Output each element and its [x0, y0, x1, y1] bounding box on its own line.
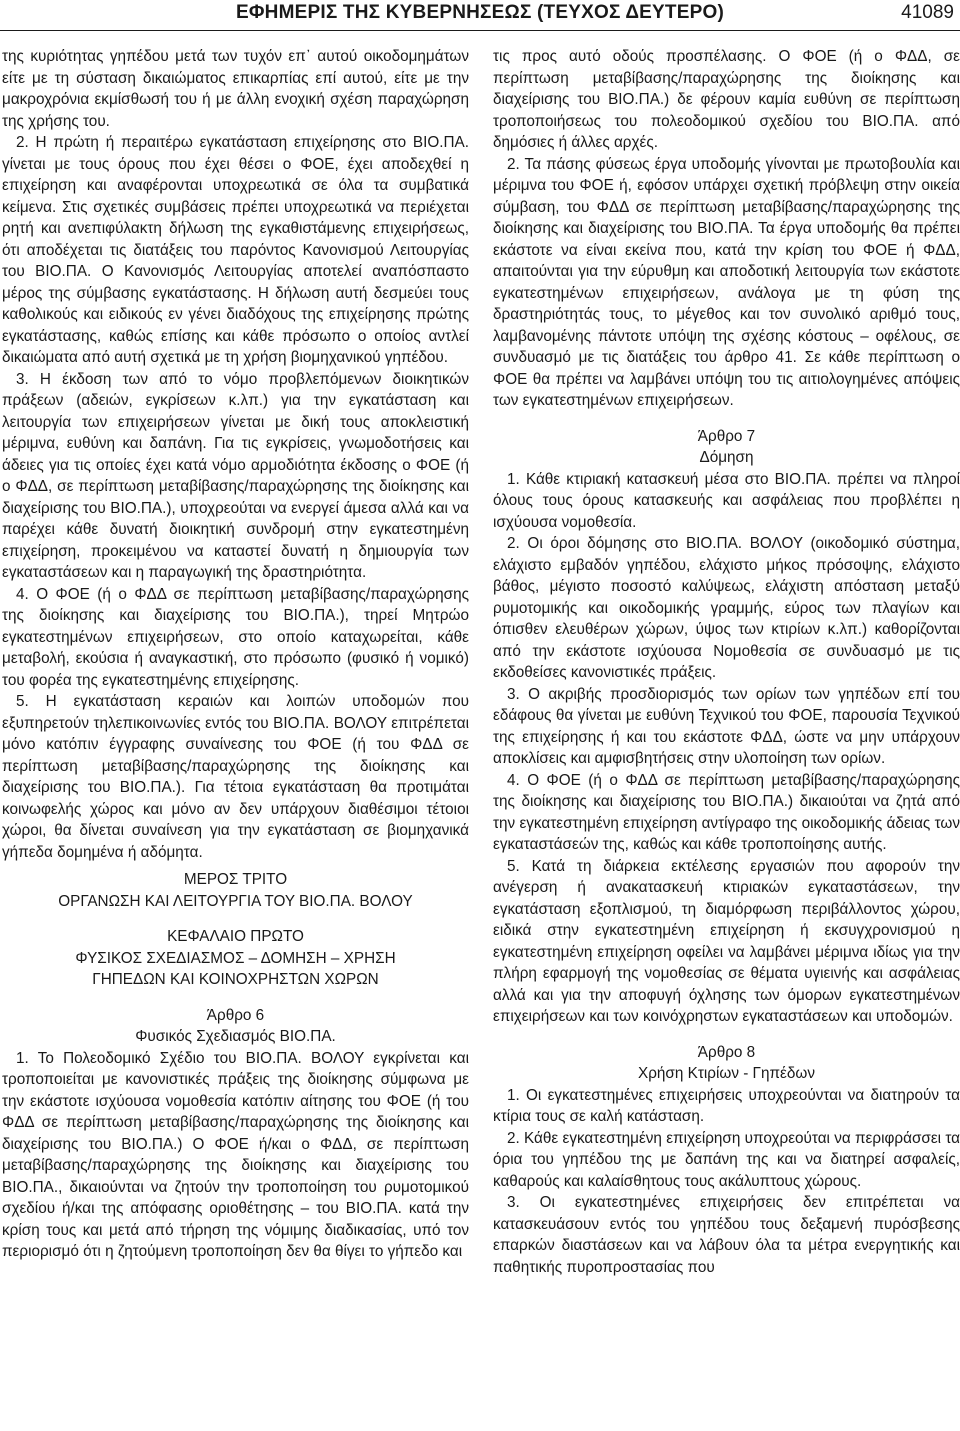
paragraph: 2. Η πρώτη ή περαιτέρω εγκατάσταση επιχείρησης στο ΒΙΟ.ΠΑ. γίνεται με τους όρους που έχει θέσει ο ΦΟΕ, έχει αποδεχθεί η επιχείρηση και αναφέρονται υποχρεωτικά σε όλα τα συμβατικά κείμενα. Στις σχετικές συμβάσεις πρέπει υποχρεωτικά να περιέχεται ρητή και ανεπιφύλακτη δήλωση της εγκαθιστάμενης επιχειρήσεως, ότι αποδέχεται τις διατάξεις του παρόντος Κανονισμού Λειτουργίας του ΒΙΟ.ΠΑ. Ο Κανονισμός Λειτουργίας αποτελεί αναπόσπαστο μέρος της σύμβασης εγκατάστασης. Η δήλωση αυτή δεσμεύει τους καθολικούς και ειδικούς εν γένει διαδόχους της επιχείρησης πρώτης εγκατάστασης, καθώς επίσης και κάθε πρόσωπο ο οποίος αντλεί δικαιώματα από αυτή σχετικά με τη χρήση βιομηχανικού γηπέδου. [2, 134, 469, 366]
paragraph: 5. Κατά τη διάρκεια εκτέλεσης εργασιών που αφορούν την ανέγερση ή ανακατασκευή κτιριακών εγκαταστάσεων, την εγκατάσταση εξοπλισμού, τη διαμόρφωση περιβάλλοντος χώρου, ειδικά στην εγκατεστημένη επιχείρηση ή εκσυγχρονισμού η εγκατεστημένη επιχείρηση οφείλει να λαμβάνει μέριμνα ιδίως για την πλήρη εφαρμογή της νομοθεσίας σε θέματα υγιεινής και ασφάλειας αλλά και για την αποφυγή όχλησης των όμορων εγκατεστημένων επιχειρήσεων και των κοινόχρηστων εγκαταστάσεων και υποδομών. [493, 857, 960, 1025]
chapter-title-line-1: ΦΥΣΙΚΟΣ ΣΧΕΔΙΑΣΜΟΣ – ΔΟΜΗΣΗ – ΧΡΗΣΗ [75, 949, 396, 967]
page-number: 41089 [901, 2, 954, 23]
article-8-heading: Άρθρο 8 [697, 1043, 756, 1061]
paragraph: 3. Οι εγκατεστημένες επιχειρήσεις δεν επιτρέπεται να κατασκευάσουν εντός του γηπέδου τους δεξαμενή πυρόσβεσης επαρκών διαστάσεων και να λάβουν όλα τα μέτρα ενεργητικής και παθητικής πυροπροστασίας που [493, 1194, 960, 1276]
paragraph: 3. Η έκδοση των από το νόμο προβλεπόμενων διοικητικών πράξεων (αδειών, εγκρίσεων κ.λπ.) για την εγκατάσταση και λειτουργία των επιχειρήσεων γίνεται με δική τους αποκλειστική μέριμνα, ευθύνη και δαπάνη. Για τις εγκρίσεις, γνωμοδοτήσεις και άδειες για τις οποίες έχει κατά νόμο αρμοδιότητα έκδοσης ο ΦΟΕ (ή ο ΦΔΔ, σε περίπτωση μεταβίβασης/παραχώρησης της διοίκησης και διαχείρισης του ΒΙΟ.ΠΑ.), υποχρεούται να ενεργεί άμεσα αλλά και να παρέχει κάθε δυνατή διοικητική συνδρομή στην εγκατεστημένη επιχείρηση, προκειμένου να καταστεί δυνατή η δημιουργία των εγκαταστάσεων και η παραγωγική της δραστηριότητα. [2, 370, 469, 581]
header-divider [0, 30, 960, 31]
paragraph: 5. Η εγκατάσταση κεραιών και λοιπών υποδομών που εξυπηρετούν τηλεπικοινωνίες εντός του ΒΙΟ.ΠΑ. ΒΟΛΟΥ επιτρέπεται μόνο κατόπιν έγγραφης συναίνεσης του ΦΟΕ (ή του ΦΔΔ σε περίπτωση μεταβίβασης/παραχώρησης της διοίκησης και διαχείρισης του ΒΙΟ.ΠΑ.). Για τέτοια εγκατάσταση θα προτιμάται κοινωφελής χώρος και μόνο αν δεν υπάρχουν διαθέσιμοι τέτοιοι χώροι, θα δίνεται συναίνεση για την εγκατάσταση σε βιομηχανικά γήπεδα δομημένα ή αδόμητα. [2, 693, 469, 861]
paragraph: 2. Κάθε εγκατεστημένη επιχείρηση υποχρεούται να περιφράσσει τα όρια του γηπέδου της με δαπάνη της και να διατηρεί ασφαλείς, καθαρούς και καλαίσθητους τους ακάλυπτους χώρους. [493, 1129, 960, 1190]
chapter-title-line-2: ΓΗΠΕΔΩΝ ΚΑΙ ΚΟΙΝΟΧΡΗΣΤΩΝ ΧΩΡΩΝ [92, 971, 379, 988]
article-7-title: Δόμηση [699, 449, 754, 466]
paragraph: 4. Ο ΦΟΕ (ή ο ΦΔΔ σε περίπτωση μεταβίβασης/παραχώρησης της διοίκησης και διαχείρισης του ΒΙΟ.ΠΑ.) δικαιούται να ζητά από την εγκατεστημένη επιχείρηση αντίγραφο της οικοδομικής άδειας των εγκαταστάσεών της, καθώς και κάθε τροποποίησης αυτής. [493, 771, 960, 853]
paragraph: τις προς αυτό οδούς προσπέλασης. Ο ΦΟΕ (ή ο ΦΔΔ, σε περίπτωση μεταβίβασης/παραχώρησης της διοίκησης και διαχείρισης του ΒΙΟ.ΠΑ.) δε φέρουν καμία ευθύνη σε περίπτωση τροποποιήσεως του πολεοδομικού σχεδίου του ΒΙΟ.ΠΑ. από δημόσιες ή άλλες αρχές. [493, 48, 960, 151]
article-6-title: Φυσικός Σχεδιασμός ΒΙΟ.ΠΑ. [135, 1028, 336, 1045]
article-6-heading: Άρθρο 6 [206, 1006, 265, 1024]
paragraph: 3. Ο ακριβής προσδιορισμός των ορίων των γηπέδων επί του εδάφους θα γίνεται με ευθύνη Τεχνικού του ΦΟΕ, παρουσία Τεχνικού της επιχείρησης ή και του εκάστοτε ΦΔΔ, ώστε να μην υπάρχουν αποκλίσεις και αμφισβητήσεις στην υλοποίηση των ορίων. [493, 685, 960, 767]
right-column [493, 46, 960, 1278]
paragraph: της κυριότητας γηπέδου μετά των τυχόν επ᾽ αυτού οικοδομημάτων είτε με τη σύσταση δικαιώματος επικαρπίας επί αυτού, είτε με την μακροχρόνια εκμίσθωσή του ή με άλλη ενοχική σχέση παραχώρηση της χρήσης του. [2, 48, 469, 130]
left-column [2, 46, 469, 1263]
paragraph: 2. Οι όροι δόμησης στο ΒΙΟ.ΠΑ. ΒΟΛΟΥ (οικοδομικό σύστημα, ελάχιστο εμβαδόν γηπέδου, ελάχιστο μήκος πρόσοψης, ελάχιστο βάθος, μέγιστο ποσοστό καλύψεως, ελάχιστη απόσταση μεταξύ ρυμοτομικής και οικοδομικής γραμμής, εύρος των πλαγίων και όπισθεν ελευθέρων χώρων, ύψος των κτιρίων κ.λπ.) καθορίζονται από την εκάστοτε ισχύουσα Νομοθεσία σε συνδυασμό με τις εκδοθείσες κανονιστικές πράξεις. [493, 535, 960, 681]
page-header [0, 0, 960, 32]
paragraph: 1. Κάθε κτιριακή κατασκευή μέσα στο ΒΙΟ.ΠΑ. πρέπει να πληροί όλους τους όρους κατασκευής και ασφάλειας που προβλέπει η ισχύουσα νομοθεσία. [493, 470, 960, 531]
paragraph: 1. Οι εγκατεστημένες επιχειρήσεις υποχρεούνται να διατηρούν τα κτίρια τους σε καλή κατάσταση. [493, 1086, 960, 1125]
part-heading: ΜΕΡΟΣ ΤΡΙΤΟ [183, 871, 288, 888]
part-title: ΟΡΓΑΝΩΣΗ ΚΑΙ ΛΕΙΤΟΥΡΓΙΑ ΤΟΥ ΒΙΟ.ΠΑ. ΒΟΛΟΥ [58, 892, 413, 910]
article-7-heading: Άρθρο 7 [697, 427, 756, 445]
gazette-title: ΕΦΗΜΕΡΙΣ ΤΗΣ ΚΥΒΕΡΝΗΣΕΩΣ (ΤΕΥΧΟΣ ΔΕΥΤΕΡΟ) [236, 2, 724, 23]
paragraph: 2. Τα πάσης φύσεως έργα υποδομής γίνονται με πρωτοβουλία και μέριμνα του ΦΟΕ ή, εφόσον υπάρχει σχετική πρόβλεψη στην οικεία σύμβαση, του ΦΔΔ σε περίπτωση μεταβίβασης/παραχώρησης της διοίκησης και διαχείρισης του ΒΙΟ.ΠΑ. Τα έργα υποδομής θα πρέπει εκάστοτε να είναι εκείνα που, κατά την κρίση του ΦΟΕ ή ΦΔΔ, απαιτούνται για την εύρυθμη και αποδοτική λειτουργία των εκάστοτε εγκατεστημένων επιχειρήσεων, ανάλογα με τη φύση της δραστηριότητάς τους, το μέγεθος και τον συνολικό αριθμό τους, λαμβανομένης πάντοτε υπόψη της σχέσης κόστους – οφέλους, σε συνδυασμό με τις διατάξεις του άρθρο 41. Σε κάθε περίπτωση ο ΦΟΕ θα πρέπει να λαμβάνει υπόψη του τις αιτιολογημένες απόψεις των εγκατεστημένων επιχειρήσεων. [493, 155, 960, 409]
paragraph: 1. Το Πολεοδομικό Σχέδιο του ΒΙΟ.ΠΑ. ΒΟΛΟΥ εγκρίνεται και τροποποιείται με κανονιστικές πράξεις της διοίκησης σύμφωνα με την εκάστοτε ισχύουσα νομοθεσία κατόπιν αίτησης του ΦΟΕ (ή του ΦΔΔ σε περίπτωση μεταβίβασης/παραχώρησης της διοίκησης και διαχείρισης του ΒΙΟ.ΠΑ.) Ο ΦΟΕ ή/και ο ΦΔΔ, σε περίπτωση μεταβίβασης/παραχώρησης της διοίκησης και διαχείρισης του ΒΙΟ.ΠΑ., δικαιούνται να ζητούν την τροποποίηση του ρυμοτομικού σχεδίου ή/και της απόφασης οριοθέτησης – του ΒΙΟ.ΠΑ. κατά την κρίση τους και μετά από τήρηση της νόμιμης διαδικασίας, υπό τον περιορισμό ότι η ζητούμενη τροποποίηση δεν θα θίγει το γήπεδο και [2, 1049, 469, 1260]
paragraph: 4. Ο ΦΟΕ (ή ο ΦΔΔ σε περίπτωση μεταβίβασης/παραχώρησης της διοίκησης και διαχείρισης του ΒΙΟ.ΠΑ.), τηρεί Μητρώο εγκατεστημένων επιχειρήσεων, στο οποίο καταχωρείται, κάθε μεταβολή, εκούσια ή αναγκαστική, στο πρόσωπο (φυσικό ή νομικό) του φορέα της εγκατεστημένης επιχείρησης. [2, 585, 469, 689]
article-8-title: Χρήση Κτιρίων - Γηπέδων [638, 1065, 815, 1082]
chapter-heading: ΚΕΦΑΛΑΙΟ ΠΡΩΤΟ [167, 928, 304, 945]
